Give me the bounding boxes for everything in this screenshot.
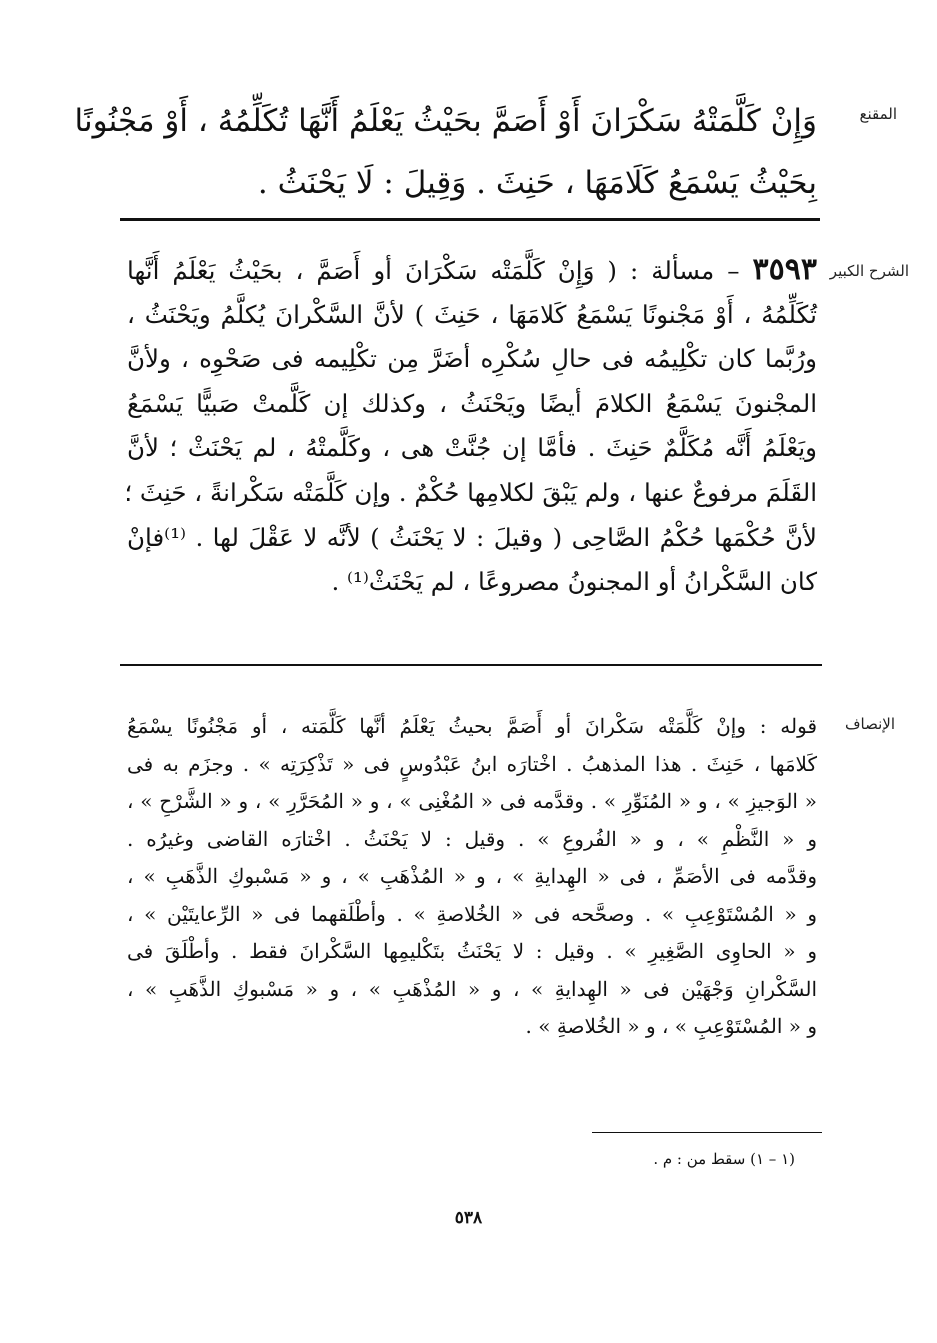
label-sharh: الشرح الكبير [829,262,909,280]
sharh-text [124,248,817,605]
insaf-text [127,708,817,1046]
footnote: (١ – ١) سقط من : م . [653,1150,795,1168]
insaf-line: السَّكْرانِ وَجْهَيْن فى « الهِدايةِ » ، و « المُذْهَبِ » ، و « مَسْبوكِ الذَّهَبِ » ، [127,976,817,1001]
sharh-line: المجْنونَ يَسْمَعُ الكلامَ أيضًا ويَحْنَثُ ، وكذلك إن كَلَّمتْ صَبيًّا يَسْمَعُ [127,388,817,418]
section-divider [120,664,822,666]
sharh-line [127,248,817,293]
insaf-line: و « المُسْتَوْعِبِ » ، و « الخُلاصةِ » . [525,1014,817,1038]
insaf-line: وقدَّمه فى الأصَمِّ ، فى « الهِدايةِ » ، و « المُذْهَبِ » ، و « مَسْبوكِ الذَّهَبِ » ، [127,864,817,888]
label-insaf: الإنصاف [844,715,895,733]
insaf-line: كَلامَها ، حَنِثَ . هذا المذهبُ . اخْتارَه ابنُ عَبْدُوسٍ فى « تَذْكِرَتِه » . وجزَم به فى [127,751,817,776]
insaf-line: قوله : وإنْ كَلَّمَتْه سَكْرانَ أو أَصَمَّ بحيثُ يَعْلَمُ أنَّها كَلَّمَته ، أو مَجْنُونًا يسْمَعُ [127,714,817,738]
sharh-line: لأنَّ حُكْمَها حُكْمُ الصَّاحِى ( وقيلَ : لا يَحْنَثُ ) لأنَّه لا عَقْلَ لها . ⁽¹⁾فإنْ [127,522,817,552]
sharh-line: ويَعْلَمُ أَنَّه مُكَلَّمٌ حَنِثَ . فأمَّا إن جُنَّتْ هى ، وكَلَّمتْهُ ، لم يَحْنَثْ ؛ لأنَّ [127,433,817,463]
footnote-divider [592,1132,822,1133]
issue-number: ٣٥٩٣ [752,252,817,287]
muqni-line: وَإِنْ كَلَّمَتْهُ سَكْرَانَ أَوْ أَصَمَّ بحَيْثُ يَعْلَمُ أَنَّهَا تُكَلِّمُهُ ، أَوْ مَجْنُونًا [74,103,817,139]
section-divider [120,218,820,221]
sharh-line: ورُبَّما كان تكْلِيمُه فى حالِ سُكْرِه أضَرَّ مِن تكْلِيمه فى صَحْوِه ، ولأنَّ [127,344,817,374]
muqni-line: بِحَيْثُ يَسْمَعُ كَلَامَهَا ، حَنِثَ . وَقِيلَ : لَا يَحْنَثُ . [257,165,817,201]
sharh-line: تُكَلِّمُهُ ، أَوْ مَجْنونًا يَسْمَعُ كَلامَهَا ، حَنِثَ ) لأنَّ السَّكْرانَ يُكلَّمُ ويَحْنَثُ ، [127,299,817,329]
insaf-line: و « المُسْتَوْعِبِ » . وصحَّحه فى « الخُلاصةِ » . وأطْلَقهما فى « الرِّعايتَيْن » ، [127,901,817,926]
muqni-text [74,90,817,214]
sharh-line: كان السَّكْرانُ أو المجنونُ مصروعًا ، لم يَحْنَثْ⁽¹⁾ . [331,567,817,597]
page-number: ٥٣٨ [454,1208,483,1228]
sharh-line: القَلَمَ مرفوعٌ عنها ، ولم يَبْقَ لكلامِها حُكْمٌ . وإن كَلَّمَتْه سَكْرانةً ، حَنِثَ ؛ [124,477,817,507]
label-muqni: المقنع [859,105,897,123]
insaf-line: « الوَجيزِ » ، و « المُنَوِّرِ » . وقدَّمه فى « المُغْنِى » ، و « المُحَرَّرِ » ، و « الشَّرْحِ » ، [127,789,817,813]
insaf-line: و « الحاوِى الصَّغِيرِ » . وقيل : لا يَحْنَثُ بتَكْليمِها السَّكْرانَ فقط . وأطْلَقَ فى [127,939,817,963]
insaf-line: و « النَّظْمِ » ، و « الفُروعِ » . وقيل : لا يَحْنَثُ . اخْتارَه القاضى وغيرُه . [127,826,817,851]
sharh-first-line: – مسألة : ( وَإِنْ كَلَّمَتْه سَكْرَانَ أو أَصَمَّ ، بحَيْثُ يَعْلَمُ أَنَّها [127,256,740,285]
